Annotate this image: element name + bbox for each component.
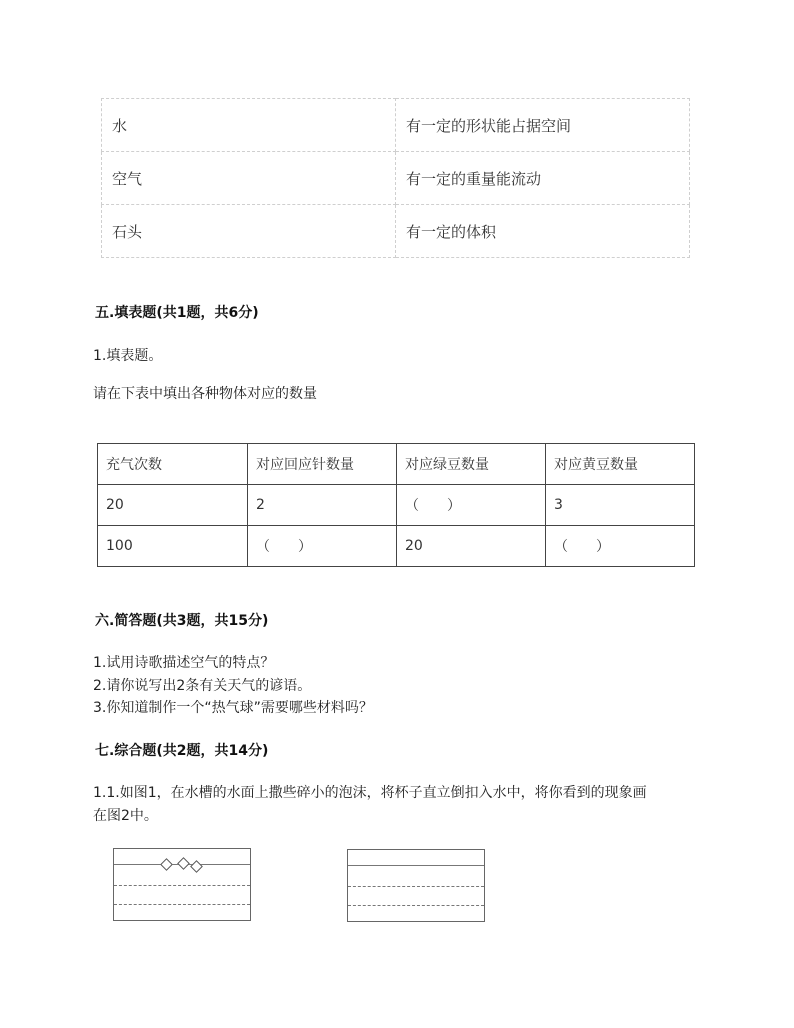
table-cell: 有一定的形状能占据空间 (396, 99, 690, 152)
table-row (102, 205, 690, 258)
table-header: 对应绿豆数量 (397, 444, 546, 485)
table-cell: 20 (397, 526, 546, 567)
table-cell: 3 (546, 485, 695, 526)
table-row (98, 485, 695, 526)
table-cell: 有一定的体积 (396, 205, 690, 258)
water-dashed-line (348, 886, 484, 887)
section5-instruction: 请在下表中填出各种物体对应的数量 (93, 386, 317, 402)
table-cell: 有一定的重量能流动 (396, 152, 690, 205)
table-header-row (98, 444, 695, 485)
answer-blank[interactable]: （ ） (397, 485, 546, 526)
fill-in-table (97, 443, 695, 567)
table-row (102, 99, 690, 152)
answer-blank[interactable]: （ ） (248, 526, 397, 567)
table-header: 对应黄豆数量 (546, 444, 695, 485)
table-header: 充气次数 (98, 444, 248, 485)
answer-blank[interactable]: （ ） (546, 526, 695, 567)
figure1-water-tank (113, 848, 251, 921)
table-row (102, 152, 690, 205)
section5-heading: 五.填表题(共1题，共6分) (95, 305, 259, 321)
water-dashed-line (114, 904, 250, 905)
section5-question1: 1.填表题。 (93, 348, 163, 364)
section6-heading: 六.简答题(共3题，共15分) (95, 613, 269, 629)
table-cell: 空气 (102, 152, 396, 205)
section7-heading: 七.综合题(共2题，共14分) (95, 743, 269, 759)
section6-question2: 2.请你说写出2条有关天气的谚语。 (93, 678, 312, 694)
table-cell: 20 (98, 485, 248, 526)
water-surface-line (348, 865, 484, 866)
water-dashed-line (348, 905, 484, 906)
foam-bubble-icon (177, 857, 190, 870)
table-cell: 石头 (102, 205, 396, 258)
table-cell: 水 (102, 99, 396, 152)
table-header: 对应回应针数量 (248, 444, 397, 485)
figure2-water-tank[interactable] (347, 849, 485, 922)
section6-question3: 3.你知道制作一个“热气球”需要哪些材料吗？ (93, 700, 373, 716)
water-dashed-line (114, 885, 250, 886)
table-cell: 2 (248, 485, 397, 526)
foam-bubble-icon (160, 858, 173, 871)
table-cell: 100 (98, 526, 248, 567)
foam-bubble-icon (190, 860, 203, 873)
section7-question1-line2: 在图2中。 (93, 808, 158, 824)
section6-question1: 1.试用诗歌描述空气的特点？ (93, 655, 275, 671)
table-row (98, 526, 695, 567)
matching-table (101, 98, 690, 258)
section7-question1-line1: 1.1.如图1，在水槽的水面上撒些碎小的泡沫，将杯子直立倒扣入水中，将你看到的现象画 (93, 785, 647, 801)
